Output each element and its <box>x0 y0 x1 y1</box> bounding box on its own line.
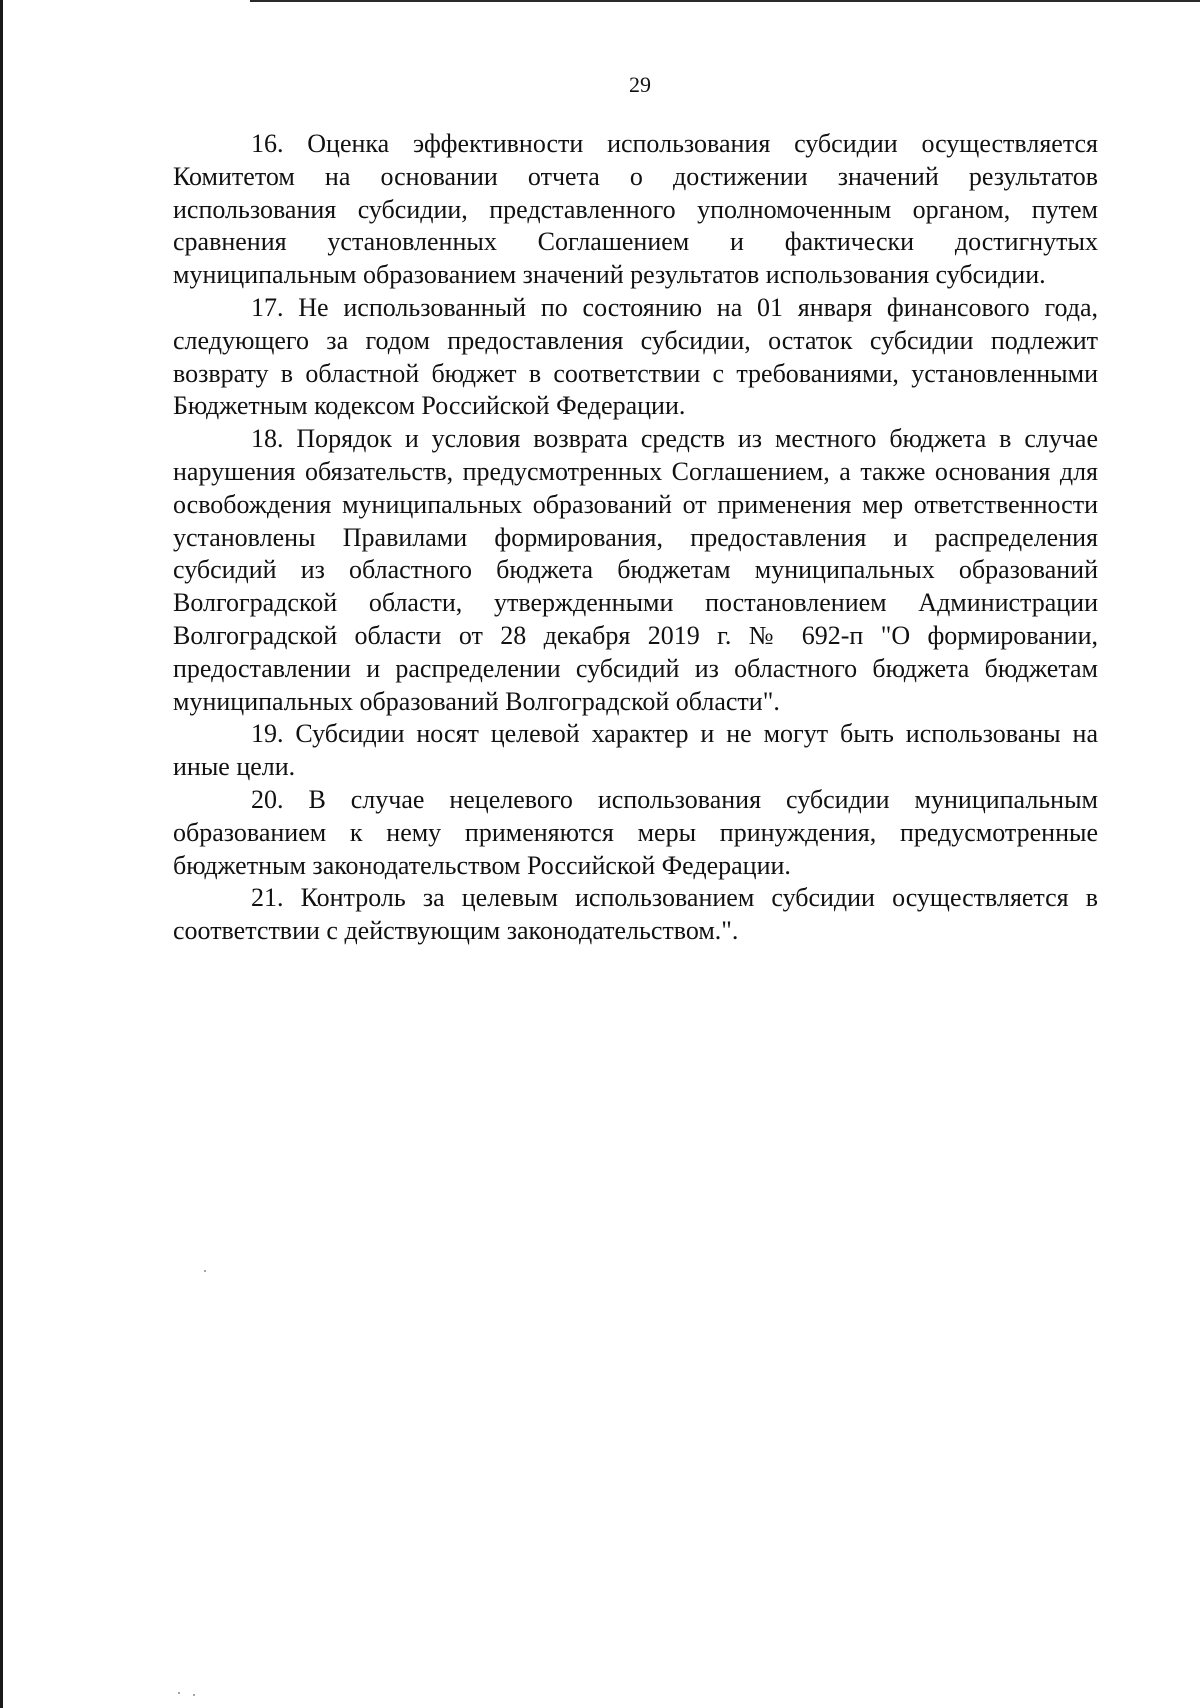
scan-speck <box>193 1694 195 1696</box>
paragraph-19: 19. Субсидии носят целевой характер и не могут быть использованы на иные цели. <box>173 719 1098 782</box>
paragraph-16: 16. Оценка эффективности использования субсидии осуществляется Комитетом на основании отчета о достижении значений результатов использования субсидии, представленного уполномоченным органом, путем сравнения установленных Соглашением и фактически достигнутых муниципальным образованием значений результатов использования субсидии. <box>173 129 1098 290</box>
scan-top-edge <box>250 0 1200 2</box>
scan-left-edge <box>0 0 3 1708</box>
scan-speck <box>178 1692 180 1694</box>
paragraph-21: 21. Контроль за целевым использованием субсидии осуществляется в соответствии с действующим законодательством.". <box>173 883 1098 946</box>
paragraph-18: 18. Порядок и условия возврата средств из местного бюджета в случае нарушения обязательств, предусмотренных Соглашением, а также основания для освобождения муниципальных образований от применения мер ответственности установлены Правилами формирования, предоставления и распределения субсидий из областного бюджета бюджетам муниципальных образований Волгоградской области, утвержденными постановлением Администрации Волгоградской области от 28 декабря 2019 г. № 692-п "О формировании, предоставлении и распределении субсидий из областного бюджета бюджетам муниципальных образований Волгоградской области". <box>173 424 1098 716</box>
page-number: 29 <box>629 72 651 97</box>
paragraph-20: 20. В случае нецелевого использования субсидии муниципальным образованием к нему применяются меры принуждения, предусмотренные бюджетным законодательством Российской Федерации. <box>173 784 1098 880</box>
scan-speck <box>204 1270 206 1272</box>
paragraph-17: 17. Не использованный по состоянию на 01 января финансового года, следующего за годом предоставления субсидии, остаток субсидии подлежит возврату в областной бюджет в соответствии с требованиями, установленными Бюджетным кодексом Российской Федерации. <box>173 292 1098 421</box>
document-body <box>173 128 1098 948</box>
